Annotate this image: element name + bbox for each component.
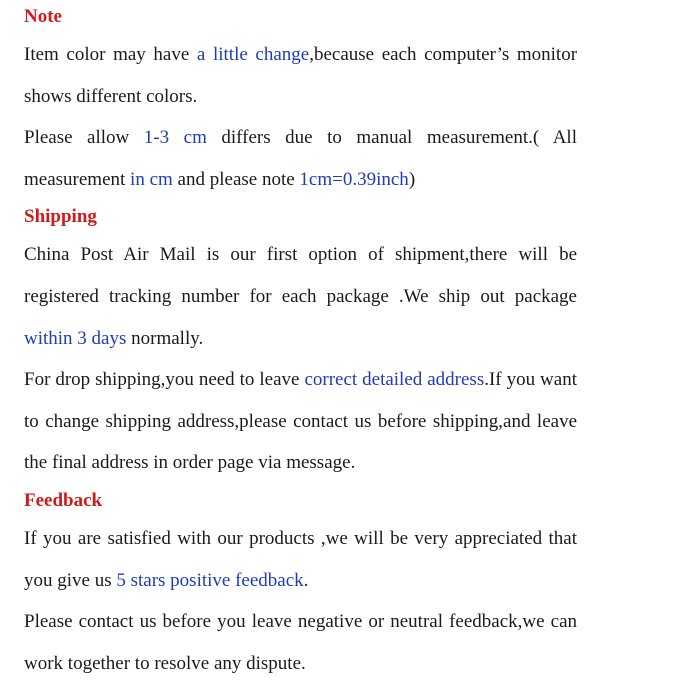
note-heading: Note [24, 6, 62, 27]
note-color-paragraph [24, 34, 577, 117]
body-text: . [303, 569, 309, 591]
body-text: Please contact us before you leave negative or neutral feedback,we can work together to resolve any dispute. [24, 611, 577, 674]
highlight-text: 5 stars positive feedback [116, 569, 304, 591]
body-text: China Post Air Mail is our first option of shipment,there will be registered tracking number for each package .We ship out package [24, 244, 577, 307]
feedback-positive-paragraph [24, 518, 577, 601]
policy-document [24, 0, 577, 684]
body-text: and please note [172, 168, 300, 190]
feedback-heading: Feedback [24, 489, 103, 511]
highlight-text: 1-3 cm [143, 127, 207, 149]
body-text: Item color may have [24, 44, 197, 65]
note-measurement-paragraph [24, 117, 577, 200]
body-text: normally. [126, 327, 204, 349]
feedback-dispute-paragraph [24, 601, 577, 684]
body-text: If you are satisfied with our products ,we will be very appreciated that you give us [24, 527, 577, 591]
highlight-text: 1cm=0.39inch [299, 168, 409, 190]
shipping-address-paragraph [24, 359, 577, 484]
body-text: Please allow [24, 127, 144, 149]
body-text: ) [408, 168, 416, 190]
body-text: differs due to manual measurement.( All measurement [24, 127, 577, 190]
body-text: ,because each computer’s monitor shows different colors. [24, 44, 578, 107]
body-text: For drop shipping,you need to leave [24, 369, 305, 391]
shipping-method-paragraph [24, 234, 577, 359]
highlight-text: within 3 days [24, 327, 127, 349]
highlight-text: correct detailed address [304, 369, 485, 391]
body-text: .If you want to change shipping address,please contact us before shipping,and leave the final address in order page via message. [24, 369, 577, 474]
highlight-text: in cm [130, 168, 173, 190]
shipping-heading: Shipping [24, 206, 97, 228]
highlight-text: a little change [196, 44, 310, 65]
